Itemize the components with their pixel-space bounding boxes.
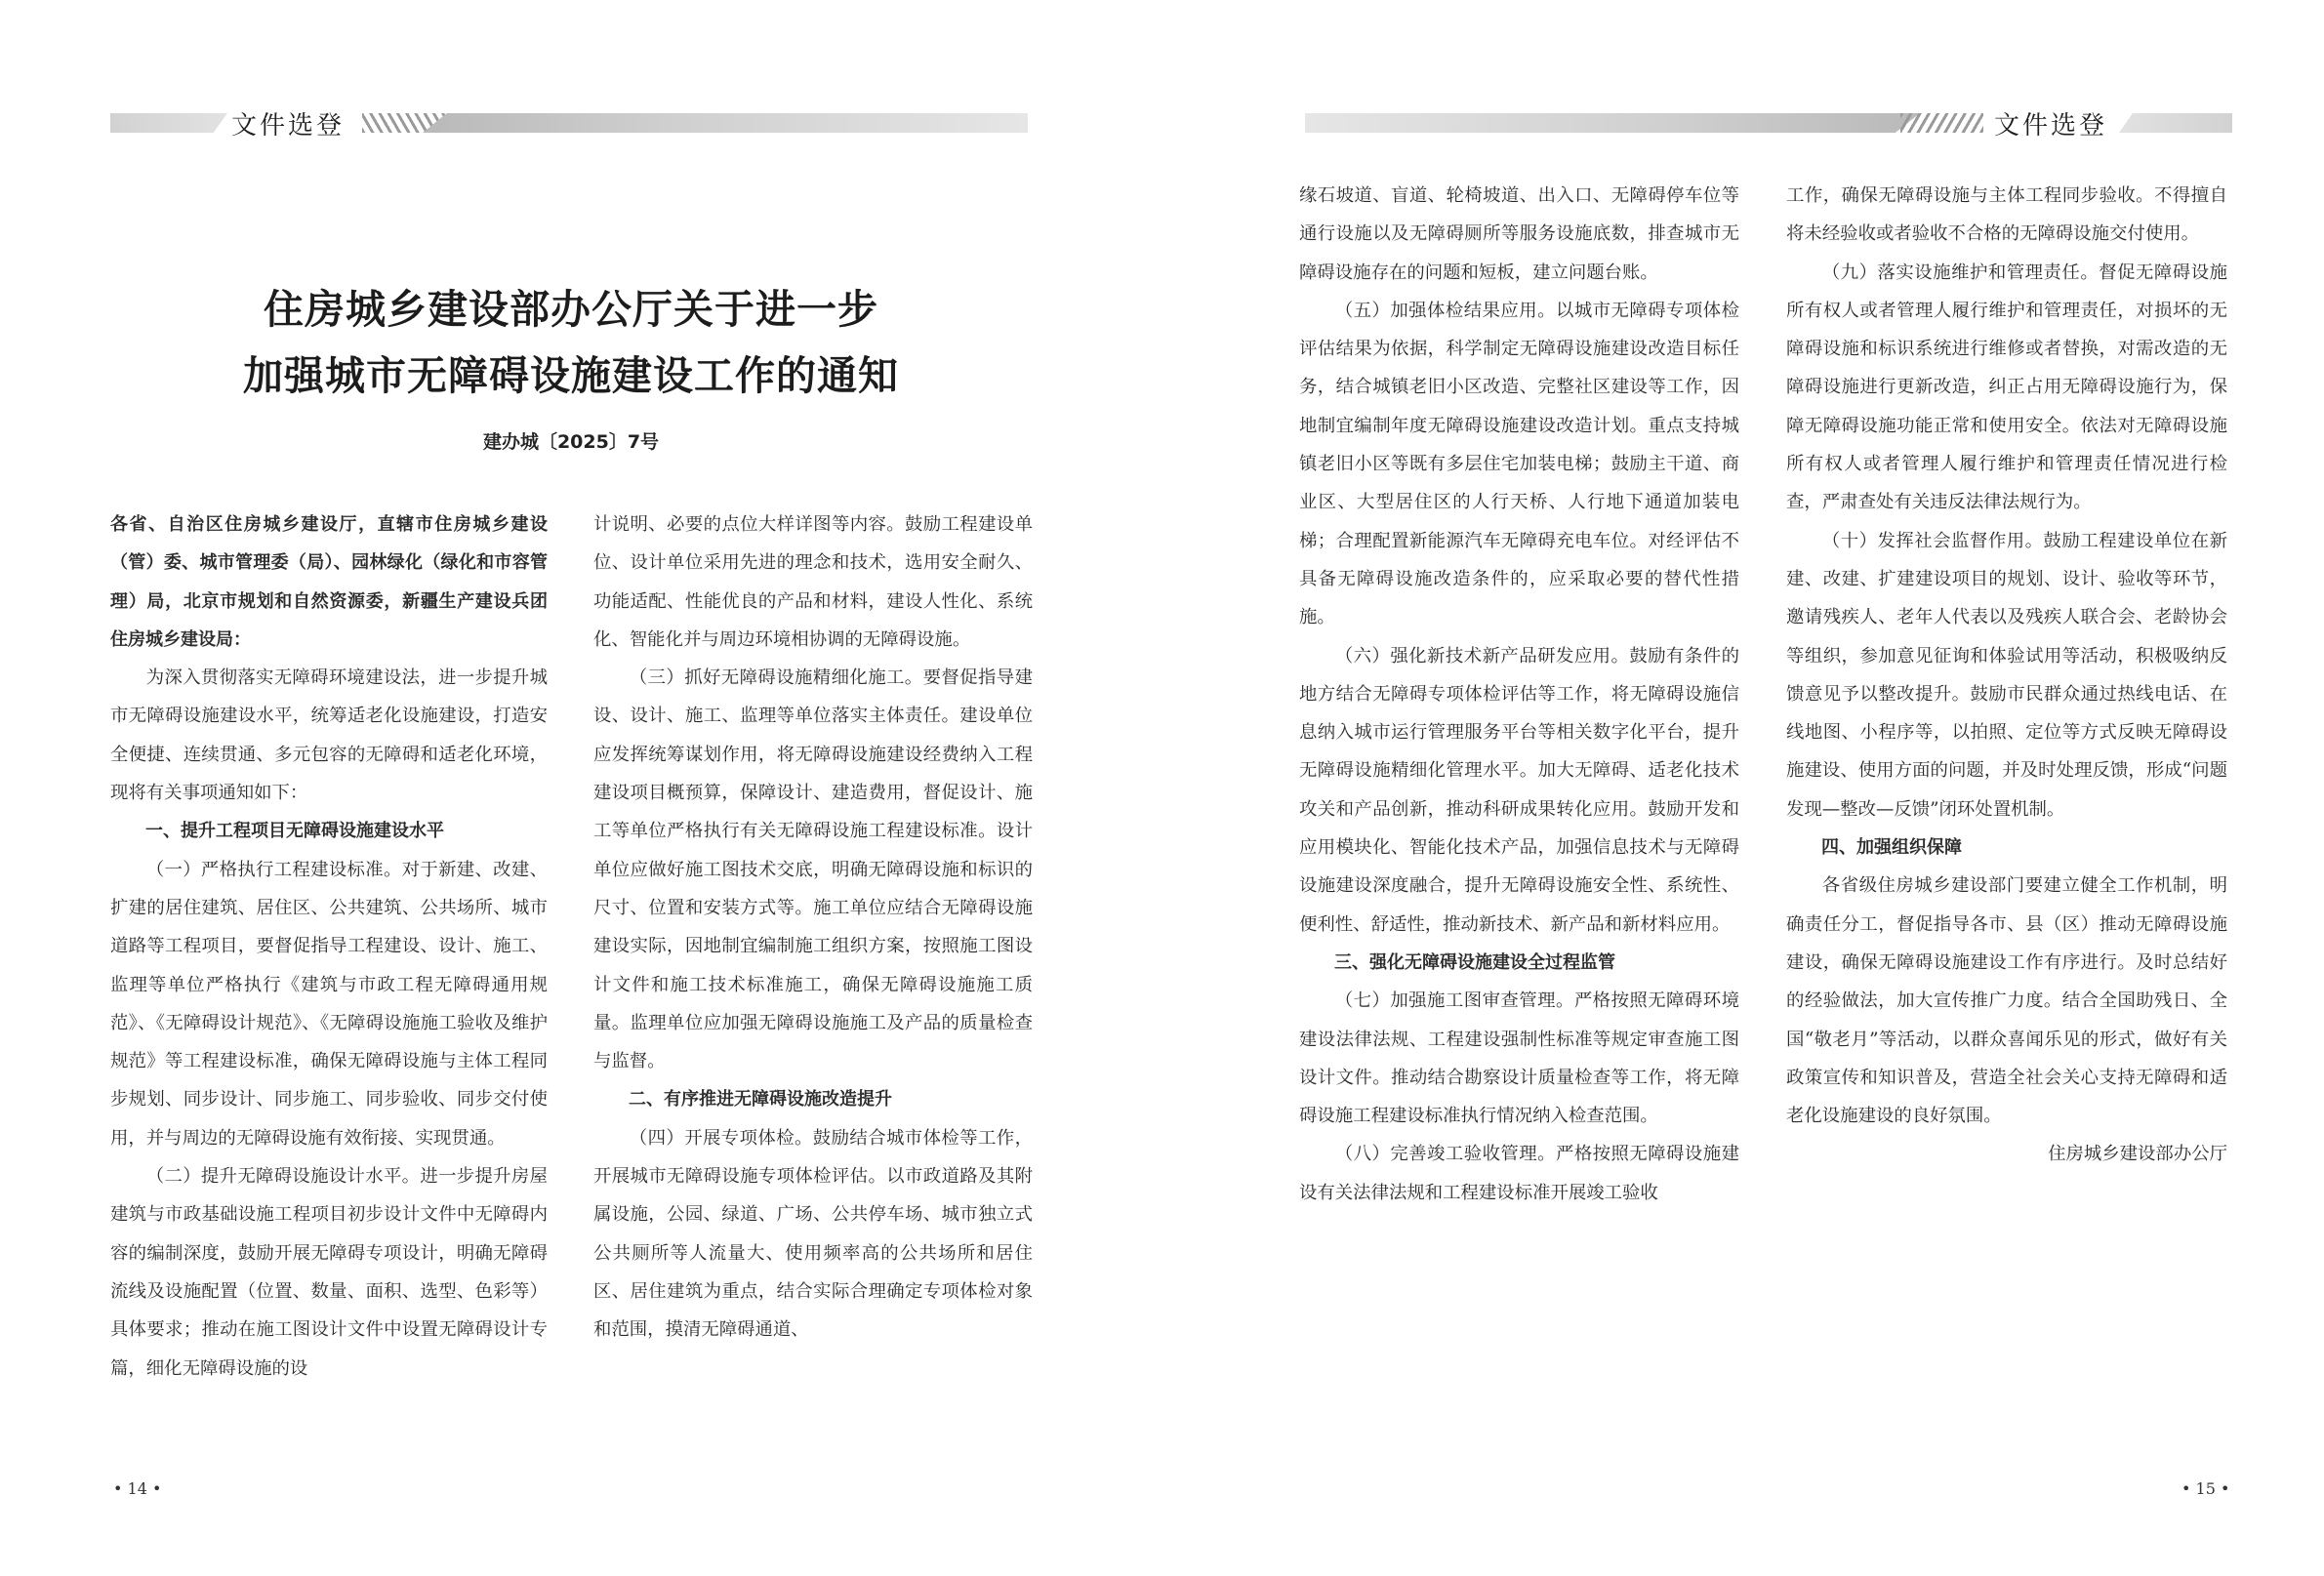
- page-number-right: • 15 •: [2181, 1479, 2230, 1498]
- document-number: 建办城〔2025〕7号: [482, 431, 660, 453]
- paragraph-continued: 缘石坡道、盲道、轮椅坡道、出入口、无障碍停车位等通行设施以及无障碍厕所等服务设施底数，排查城市无障碍设施存在的问题和短板，建立问题台账。: [1299, 185, 1739, 283]
- left-column-2: [593, 505, 1033, 1350]
- document-title-line2: 加强城市无障碍设施建设工作的通知: [243, 352, 899, 399]
- section-header-label: 文件选登: [231, 111, 346, 141]
- header-bar-dark: [1305, 113, 1920, 133]
- paragraph: （一）严格执行工程建设标准。对于新建、改建、扩建的居住建筑、居住区、公共建筑、公共场所、城市道路等工程项目，要督促指导工程建设、设计、施工、监理等单位严格执行《建筑与市政工程无障碍通用规范》、《无障碍设计规范》、《无障碍设施施工验收及维护规范》等工程建设标准，确保无障碍设施与主体工程同步规划、同步设计、同步施工、同步验收、同步交付使用，并与周边的无障碍设施有效衔接、实现贯通。: [110, 859, 548, 1149]
- paragraph: （八）完善竣工验收管理。严格按照无障碍设施建设有关法律法规和工程建设标准开展竣工验收: [1299, 1144, 1739, 1203]
- header-bar-light: [110, 113, 227, 133]
- salutation: 各省、自治区住房城乡建设厅，直辖市住房城乡建设（管）委、城市管理委（局）、园林绿化（绿化和市容管理）局，北京市规划和自然资源委，新疆生产建设兵团住房城乡建设局：: [110, 514, 548, 650]
- section-heading: 一、提升工程项目无障碍设施建设水平: [145, 821, 444, 842]
- signature: 住房城乡建设部办公厅: [2048, 1144, 2227, 1165]
- paragraph: （三）抓好无障碍设施精细化施工。要督促指导建设、设计、施工、监理等单位落实主体责任。建设单位应发挥统筹谋划作用，将无障碍设施建设经费纳入工程建设项目概预算，保障设计、建造费用，督促设计、施工等单位严格执行有关无障碍设施工程建设标准。设计单位应做好施工图技术交底，明确无障碍设施和标识的尺寸、位置和安装方式等。施工单位应结合无障碍设施建设实际，因地制宜编制施工组织方案，按照施工图设计文件和施工技术标准施工，确保无障碍设施施工质量。监理单位应加强无障碍设施施工及产品的质量检查与监督。: [593, 667, 1033, 1072]
- section-heading: 三、强化无障碍设施建设全过程监管: [1334, 951, 1615, 973]
- document-title-line1: 住房城乡建设部办公厅关于进一步: [264, 286, 878, 333]
- paragraph-continued: 计说明、必要的点位大样详图等内容。鼓励工程建设单位、设计单位采用先进的理念和技术，选用安全耐久、功能适配、性能优良的产品和材料，建设人性化、系统化、智能化并与周边环境相协调的无障碍设施。: [593, 514, 1033, 650]
- right-page: [1162, 0, 2324, 1576]
- page-number-left: • 14 •: [113, 1479, 162, 1498]
- section-header-left: [110, 110, 1028, 141]
- left-column-1: [110, 505, 548, 1388]
- header-bar-light: [2119, 113, 2232, 133]
- paragraph: （二）提升无障碍设施设计水平。进一步提升房屋建筑与市政基础设施工程项目初步设计文件中无障碍内容的编制深度，鼓励开展无障碍专项设计，明确无障碍流线及设施配置（位置、数量、面积、选型、色彩等）具体要求；推动在施工图设计文件中设置无障碍设计专篇，细化无障碍设施的设: [110, 1166, 548, 1379]
- paragraph: （六）强化新技术新产品研发应用。鼓励有条件的地方结合无障碍专项体检评估等工作，将无障碍设施信息纳入城市运行管理服务平台等相关数字化平台，提升无障碍设施精细化管理水平。加大无障碍、适老化技术攻关和产品创新，推动科研成果转化应用。鼓励开发和应用模块化、智能化技术产品，加强信息技术与无障碍设施建设深度融合，提升无障碍设施安全性、系统性、便利性、舒适性，推动新技术、新产品和新材料应用。: [1299, 645, 1739, 935]
- paragraph: （五）加强体检结果应用。以城市无障碍专项体检评估结果为依据，科学制定无障碍设施建设改造目标任务，结合城镇老旧小区改造、完整社区建设等工作，因地制宜编制年度无障碍设施建设改造计划。重点支持城镇老旧小区等既有多层住宅加装电梯；鼓励主干道、商业区、大型居住区的人行天桥、人行地下通道加装电梯；合理配置新能源汽车无障碍充电车位。对经评估不具备无障碍设施改造条件的，应采取必要的替代性措施。: [1299, 300, 1739, 628]
- paragraph: （四）开展专项体检。鼓励结合城市体检等工作，开展城市无障碍设施专项体检评估。以市政道路及其附属设施，公园、绿道、广场、公共停车场、城市独立式公共厕所等人流量大、使用频率高的公共场所和居住区、居住建筑为重点，结合实际合理确定专项体检对象和范围，摸清无障碍通道、: [593, 1127, 1033, 1341]
- paragraph: 各省级住房城乡建设部门要建立健全工作机制，明确责任分工，督促指导各市、县（区）推动无障碍设施建设，确保无障碍设施建设工作有序进行。及时总结好的经验做法，加大宣传推广力度。结合全国助残日、全国“敬老月”等活动，以群众喜闻乐见的形式，做好有关政策宣传和知识普及，营造全社会关心支持无障碍和适老化设施建设的良好氛围。: [1786, 875, 2227, 1127]
- paragraph-continued: 工作，确保无障碍设施与主体工程同步验收。不得擅自将未经验收或者验收不合格的无障碍设施交付使用。: [1786, 185, 2227, 245]
- right-column-2: [1786, 177, 2227, 1174]
- section-header-right: [1305, 110, 2232, 141]
- paragraph: （十）发挥社会监督作用。鼓励工程建设单位在新建、改建、扩建建设项目的规划、设计、验收等环节，邀请残疾人、老年人代表以及残疾人联合会、老龄协会等组织，参加意见征询和体验试用等活动，积极吸纳反馈意见予以整改提升。鼓励市民群众通过热线电话、在线地图、小程序等，以拍照、定位等方式反映无障碍设施建设、使用方面的问题，并及时处理反馈，形成“问题发现—整改—反馈”闭环处置机制。: [1786, 530, 2227, 820]
- section-header-label: 文件选登: [1994, 111, 2108, 141]
- right-column-1: [1299, 177, 1739, 1212]
- paragraph: 为深入贯彻落实无障碍环境建设法，进一步提升城市无障碍设施建设水平，统筹适老化设施建设，打造安全便捷、连续贯通、多元包容的无障碍和适老化环境，现将有关事项通知如下：: [110, 667, 548, 804]
- header-stripes-decoration: [1900, 113, 1983, 133]
- paragraph: （九）落实设施维护和管理责任。督促无障碍设施所有权人或者管理人履行维护和管理责任，对损坏的无障碍设施和标识系统进行维修或者替换，对需改造的无障碍设施进行更新改造，纠正占用无障碍设施行为，保障无障碍设施功能正常和使用安全。依法对无障碍设施所有权人或者管理人履行维护和管理责任情况进行检查，严肃查处有关违反法律法规行为。: [1786, 262, 2227, 513]
- section-heading: 二、有序推进无障碍设施改造提升: [629, 1089, 892, 1111]
- paragraph: （七）加强施工图审查管理。严格按照无障碍环境建设法律法规、工程建设强制性标准等规定审查施工图设计文件。推动结合勘察设计质量检查等工作，将无障碍设施工程建设标准执行情况纳入检查范围。: [1299, 990, 1739, 1127]
- header-bar-dark: [423, 113, 1028, 133]
- section-heading: 四、加强组织保障: [1821, 837, 1962, 859]
